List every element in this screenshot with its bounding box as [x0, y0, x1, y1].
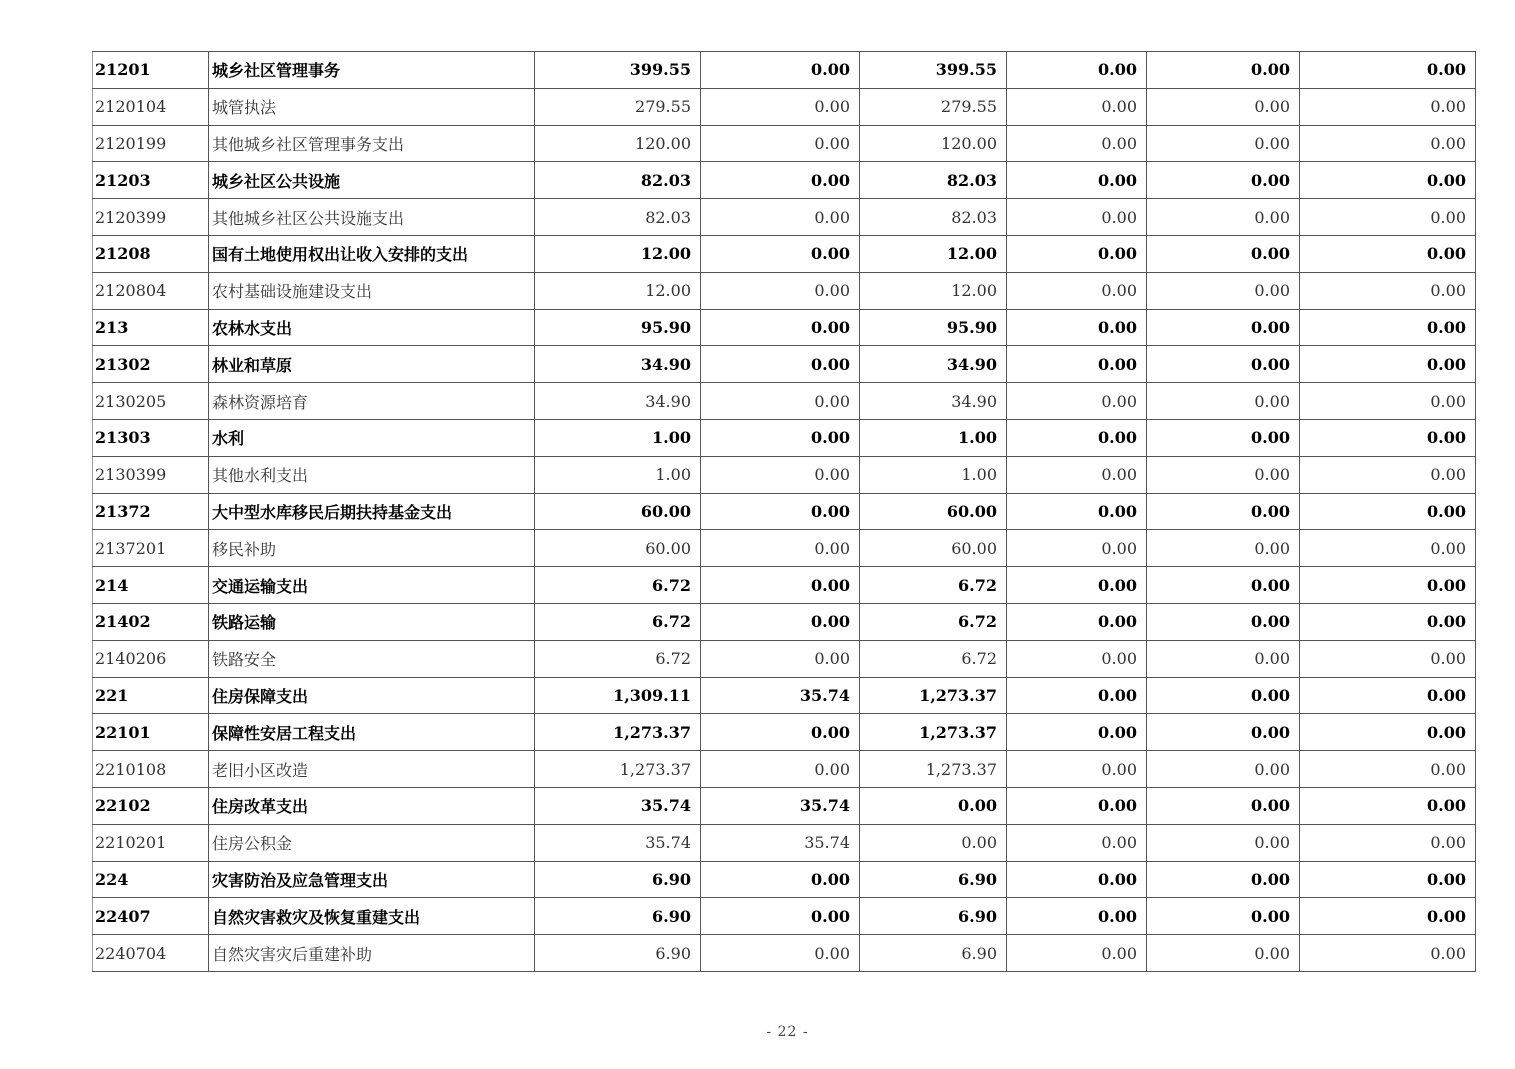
account-code-cell: 214: [93, 567, 209, 604]
table-row: [93, 199, 1476, 236]
column-6-cell: 0.00: [1300, 677, 1476, 714]
column-4-cell: 0.00: [1007, 309, 1147, 346]
table-row: [93, 603, 1476, 640]
column-4-cell: 0.00: [1007, 419, 1147, 456]
column-5-cell: 0.00: [1147, 603, 1300, 640]
column-6-cell: 0.00: [1300, 346, 1476, 383]
total-cell: 35.74: [535, 824, 701, 861]
column-6-cell: 0.00: [1300, 824, 1476, 861]
account-code-cell: 21203: [93, 162, 209, 199]
total-cell: 1.00: [535, 419, 701, 456]
account-code-cell: 221: [93, 677, 209, 714]
table-body: [93, 52, 1476, 972]
column-4-cell: 0.00: [1007, 935, 1147, 972]
column-6-cell: 0.00: [1300, 456, 1476, 493]
account-code-cell: 2137201: [93, 530, 209, 567]
basic-expenditure-cell: 0.00: [701, 272, 860, 309]
column-6-cell: 0.00: [1300, 493, 1476, 530]
table-row: [93, 493, 1476, 530]
table-row: [93, 162, 1476, 199]
basic-expenditure-cell: 0.00: [701, 419, 860, 456]
project-expenditure-cell: 34.90: [860, 346, 1007, 383]
column-5-cell: 0.00: [1147, 640, 1300, 677]
column-5-cell: 0.00: [1147, 456, 1300, 493]
project-expenditure-cell: 1.00: [860, 456, 1007, 493]
total-cell: 1.00: [535, 456, 701, 493]
account-name-cell: 移民补助: [209, 530, 535, 567]
project-expenditure-cell: 6.90: [860, 898, 1007, 935]
column-4-cell: 0.00: [1007, 235, 1147, 272]
column-6-cell: 0.00: [1300, 272, 1476, 309]
basic-expenditure-cell: 0.00: [701, 52, 860, 89]
account-name-cell: 林业和草原: [209, 346, 535, 383]
column-4-cell: 0.00: [1007, 603, 1147, 640]
column-5-cell: 0.00: [1147, 898, 1300, 935]
project-expenditure-cell: 82.03: [860, 199, 1007, 236]
account-name-cell: 住房公积金: [209, 824, 535, 861]
table-row: [93, 714, 1476, 751]
column-6-cell: 0.00: [1300, 199, 1476, 236]
column-5-cell: 0.00: [1147, 52, 1300, 89]
column-6-cell: 0.00: [1300, 603, 1476, 640]
table-row: [93, 383, 1476, 420]
column-6-cell: 0.00: [1300, 88, 1476, 125]
total-cell: 1,309.11: [535, 677, 701, 714]
column-4-cell: 0.00: [1007, 199, 1147, 236]
basic-expenditure-cell: 0.00: [701, 530, 860, 567]
project-expenditure-cell: 0.00: [860, 824, 1007, 861]
column-4-cell: 0.00: [1007, 88, 1147, 125]
column-4-cell: 0.00: [1007, 383, 1147, 420]
table-row: [93, 419, 1476, 456]
account-name-cell: 水利: [209, 419, 535, 456]
account-code-cell: 21372: [93, 493, 209, 530]
table-row: [93, 456, 1476, 493]
project-expenditure-cell: 60.00: [860, 530, 1007, 567]
basic-expenditure-cell: 0.00: [701, 383, 860, 420]
total-cell: 6.72: [535, 640, 701, 677]
account-code-cell: 2240704: [93, 935, 209, 972]
total-cell: 6.72: [535, 567, 701, 604]
account-name-cell: 住房改革支出: [209, 787, 535, 824]
table-row: [93, 640, 1476, 677]
total-cell: 6.90: [535, 861, 701, 898]
basic-expenditure-cell: 35.74: [701, 787, 860, 824]
project-expenditure-cell: 0.00: [860, 787, 1007, 824]
column-6-cell: 0.00: [1300, 162, 1476, 199]
column-4-cell: 0.00: [1007, 272, 1147, 309]
column-4-cell: 0.00: [1007, 677, 1147, 714]
column-5-cell: 0.00: [1147, 530, 1300, 567]
account-name-cell: 灾害防治及应急管理支出: [209, 861, 535, 898]
account-name-cell: 自然灾害灾后重建补助: [209, 935, 535, 972]
account-code-cell: 213: [93, 309, 209, 346]
basic-expenditure-cell: 0.00: [701, 603, 860, 640]
total-cell: 6.72: [535, 603, 701, 640]
account-name-cell: 其他城乡社区管理事务支出: [209, 125, 535, 162]
column-5-cell: 0.00: [1147, 824, 1300, 861]
project-expenditure-cell: 6.72: [860, 603, 1007, 640]
column-4-cell: 0.00: [1007, 346, 1147, 383]
column-6-cell: 0.00: [1300, 125, 1476, 162]
table-row: [93, 52, 1476, 89]
column-4-cell: 0.00: [1007, 493, 1147, 530]
column-5-cell: 0.00: [1147, 935, 1300, 972]
column-4-cell: 0.00: [1007, 824, 1147, 861]
account-name-cell: 城乡社区管理事务: [209, 52, 535, 89]
column-5-cell: 0.00: [1147, 677, 1300, 714]
column-4-cell: 0.00: [1007, 456, 1147, 493]
column-6-cell: 0.00: [1300, 235, 1476, 272]
account-name-cell: 自然灾害救灾及恢复重建支出: [209, 898, 535, 935]
total-cell: 1,273.37: [535, 714, 701, 751]
table-row: [93, 861, 1476, 898]
column-6-cell: 0.00: [1300, 530, 1476, 567]
column-4-cell: 0.00: [1007, 125, 1147, 162]
column-6-cell: 0.00: [1300, 567, 1476, 604]
table-row: [93, 309, 1476, 346]
account-code-cell: 2210108: [93, 751, 209, 788]
total-cell: 35.74: [535, 787, 701, 824]
basic-expenditure-cell: 0.00: [701, 346, 860, 383]
basic-expenditure-cell: 0.00: [701, 162, 860, 199]
table-row: [93, 898, 1476, 935]
account-name-cell: 国有土地使用权出让收入安排的支出: [209, 235, 535, 272]
table-row: [93, 935, 1476, 972]
total-cell: 120.00: [535, 125, 701, 162]
account-name-cell: 住房保障支出: [209, 677, 535, 714]
account-code-cell: 22407: [93, 898, 209, 935]
account-code-cell: 21208: [93, 235, 209, 272]
column-5-cell: 0.00: [1147, 199, 1300, 236]
column-6-cell: 0.00: [1300, 309, 1476, 346]
column-5-cell: 0.00: [1147, 567, 1300, 604]
project-expenditure-cell: 1.00: [860, 419, 1007, 456]
table-row: [93, 787, 1476, 824]
basic-expenditure-cell: 0.00: [701, 567, 860, 604]
table-row: [93, 235, 1476, 272]
project-expenditure-cell: 6.90: [860, 861, 1007, 898]
column-4-cell: 0.00: [1007, 567, 1147, 604]
table-row: [93, 88, 1476, 125]
total-cell: 6.90: [535, 935, 701, 972]
account-name-cell: 森林资源培育: [209, 383, 535, 420]
column-6-cell: 0.00: [1300, 640, 1476, 677]
basic-expenditure-cell: 0.00: [701, 493, 860, 530]
column-5-cell: 0.00: [1147, 383, 1300, 420]
column-4-cell: 0.00: [1007, 640, 1147, 677]
project-expenditure-cell: 12.00: [860, 272, 1007, 309]
basic-expenditure-cell: 0.00: [701, 125, 860, 162]
total-cell: 82.03: [535, 162, 701, 199]
column-4-cell: 0.00: [1007, 52, 1147, 89]
project-expenditure-cell: 279.55: [860, 88, 1007, 125]
total-cell: 12.00: [535, 235, 701, 272]
account-name-cell: 其他城乡社区公共设施支出: [209, 199, 535, 236]
project-expenditure-cell: 82.03: [860, 162, 1007, 199]
column-6-cell: 0.00: [1300, 52, 1476, 89]
account-name-cell: 交通运输支出: [209, 567, 535, 604]
column-6-cell: 0.00: [1300, 419, 1476, 456]
column-5-cell: 0.00: [1147, 714, 1300, 751]
project-expenditure-cell: 6.90: [860, 935, 1007, 972]
basic-expenditure-cell: 0.00: [701, 309, 860, 346]
basic-expenditure-cell: 0.00: [701, 714, 860, 751]
account-name-cell: 农村基础设施建设支出: [209, 272, 535, 309]
column-6-cell: 0.00: [1300, 383, 1476, 420]
total-cell: 399.55: [535, 52, 701, 89]
basic-expenditure-cell: 0.00: [701, 199, 860, 236]
account-code-cell: 2120199: [93, 125, 209, 162]
column-4-cell: 0.00: [1007, 861, 1147, 898]
project-expenditure-cell: 95.90: [860, 309, 1007, 346]
account-name-cell: 铁路安全: [209, 640, 535, 677]
total-cell: 1,273.37: [535, 751, 701, 788]
column-5-cell: 0.00: [1147, 162, 1300, 199]
account-name-cell: 其他水利支出: [209, 456, 535, 493]
account-name-cell: 保障性安居工程支出: [209, 714, 535, 751]
account-name-cell: 城乡社区公共设施: [209, 162, 535, 199]
column-5-cell: 0.00: [1147, 493, 1300, 530]
column-5-cell: 0.00: [1147, 235, 1300, 272]
table-row: [93, 530, 1476, 567]
basic-expenditure-cell: 0.00: [701, 456, 860, 493]
project-expenditure-cell: 6.72: [860, 640, 1007, 677]
project-expenditure-cell: 6.72: [860, 567, 1007, 604]
column-4-cell: 0.00: [1007, 530, 1147, 567]
project-expenditure-cell: 12.00: [860, 235, 1007, 272]
account-code-cell: 22102: [93, 787, 209, 824]
column-5-cell: 0.00: [1147, 751, 1300, 788]
account-code-cell: 2120104: [93, 88, 209, 125]
budget-table: [92, 51, 1476, 972]
table-row: [93, 272, 1476, 309]
basic-expenditure-cell: 0.00: [701, 935, 860, 972]
column-4-cell: 0.00: [1007, 751, 1147, 788]
column-5-cell: 0.00: [1147, 272, 1300, 309]
basic-expenditure-cell: 0.00: [701, 235, 860, 272]
basic-expenditure-cell: 0.00: [701, 640, 860, 677]
column-5-cell: 0.00: [1147, 88, 1300, 125]
project-expenditure-cell: 120.00: [860, 125, 1007, 162]
project-expenditure-cell: 60.00: [860, 493, 1007, 530]
account-code-cell: 21303: [93, 419, 209, 456]
total-cell: 95.90: [535, 309, 701, 346]
account-code-cell: 21201: [93, 52, 209, 89]
account-code-cell: 21302: [93, 346, 209, 383]
account-code-cell: 2130205: [93, 383, 209, 420]
project-expenditure-cell: 399.55: [860, 52, 1007, 89]
column-4-cell: 0.00: [1007, 162, 1147, 199]
account-name-cell: 铁路运输: [209, 603, 535, 640]
total-cell: 6.90: [535, 898, 701, 935]
project-expenditure-cell: 1,273.37: [860, 751, 1007, 788]
column-5-cell: 0.00: [1147, 309, 1300, 346]
table-row: [93, 751, 1476, 788]
project-expenditure-cell: 1,273.37: [860, 714, 1007, 751]
basic-expenditure-cell: 35.74: [701, 677, 860, 714]
column-6-cell: 0.00: [1300, 751, 1476, 788]
account-code-cell: 22101: [93, 714, 209, 751]
total-cell: 279.55: [535, 88, 701, 125]
basic-expenditure-cell: 0.00: [701, 898, 860, 935]
basic-expenditure-cell: 35.74: [701, 824, 860, 861]
column-5-cell: 0.00: [1147, 861, 1300, 898]
total-cell: 60.00: [535, 493, 701, 530]
account-code-cell: 2120399: [93, 199, 209, 236]
table-row: [93, 567, 1476, 604]
total-cell: 34.90: [535, 383, 701, 420]
column-4-cell: 0.00: [1007, 787, 1147, 824]
table-row: [93, 125, 1476, 162]
account-name-cell: 城管执法: [209, 88, 535, 125]
table-row: [93, 824, 1476, 861]
total-cell: 60.00: [535, 530, 701, 567]
account-code-cell: 2140206: [93, 640, 209, 677]
account-name-cell: 老旧小区改造: [209, 751, 535, 788]
total-cell: 12.00: [535, 272, 701, 309]
account-code-cell: 21402: [93, 603, 209, 640]
table-row: [93, 346, 1476, 383]
account-code-cell: 2130399: [93, 456, 209, 493]
project-expenditure-cell: 34.90: [860, 383, 1007, 420]
basic-expenditure-cell: 0.00: [701, 88, 860, 125]
basic-expenditure-cell: 0.00: [701, 751, 860, 788]
account-code-cell: 224: [93, 861, 209, 898]
project-expenditure-cell: 1,273.37: [860, 677, 1007, 714]
total-cell: 82.03: [535, 199, 701, 236]
account-name-cell: 农林水支出: [209, 309, 535, 346]
account-code-cell: 2120804: [93, 272, 209, 309]
table-row: [93, 677, 1476, 714]
account-name-cell: 大中型水库移民后期扶持基金支出: [209, 493, 535, 530]
column-6-cell: 0.00: [1300, 714, 1476, 751]
column-5-cell: 0.00: [1147, 419, 1300, 456]
page-number: - 22 -: [766, 1024, 809, 1040]
basic-expenditure-cell: 0.00: [701, 861, 860, 898]
column-4-cell: 0.00: [1007, 898, 1147, 935]
column-6-cell: 0.00: [1300, 861, 1476, 898]
column-5-cell: 0.00: [1147, 787, 1300, 824]
column-6-cell: 0.00: [1300, 787, 1476, 824]
column-6-cell: 0.00: [1300, 935, 1476, 972]
account-code-cell: 2210201: [93, 824, 209, 861]
total-cell: 34.90: [535, 346, 701, 383]
column-5-cell: 0.00: [1147, 125, 1300, 162]
column-6-cell: 0.00: [1300, 898, 1476, 935]
column-4-cell: 0.00: [1007, 714, 1147, 751]
column-5-cell: 0.00: [1147, 346, 1300, 383]
